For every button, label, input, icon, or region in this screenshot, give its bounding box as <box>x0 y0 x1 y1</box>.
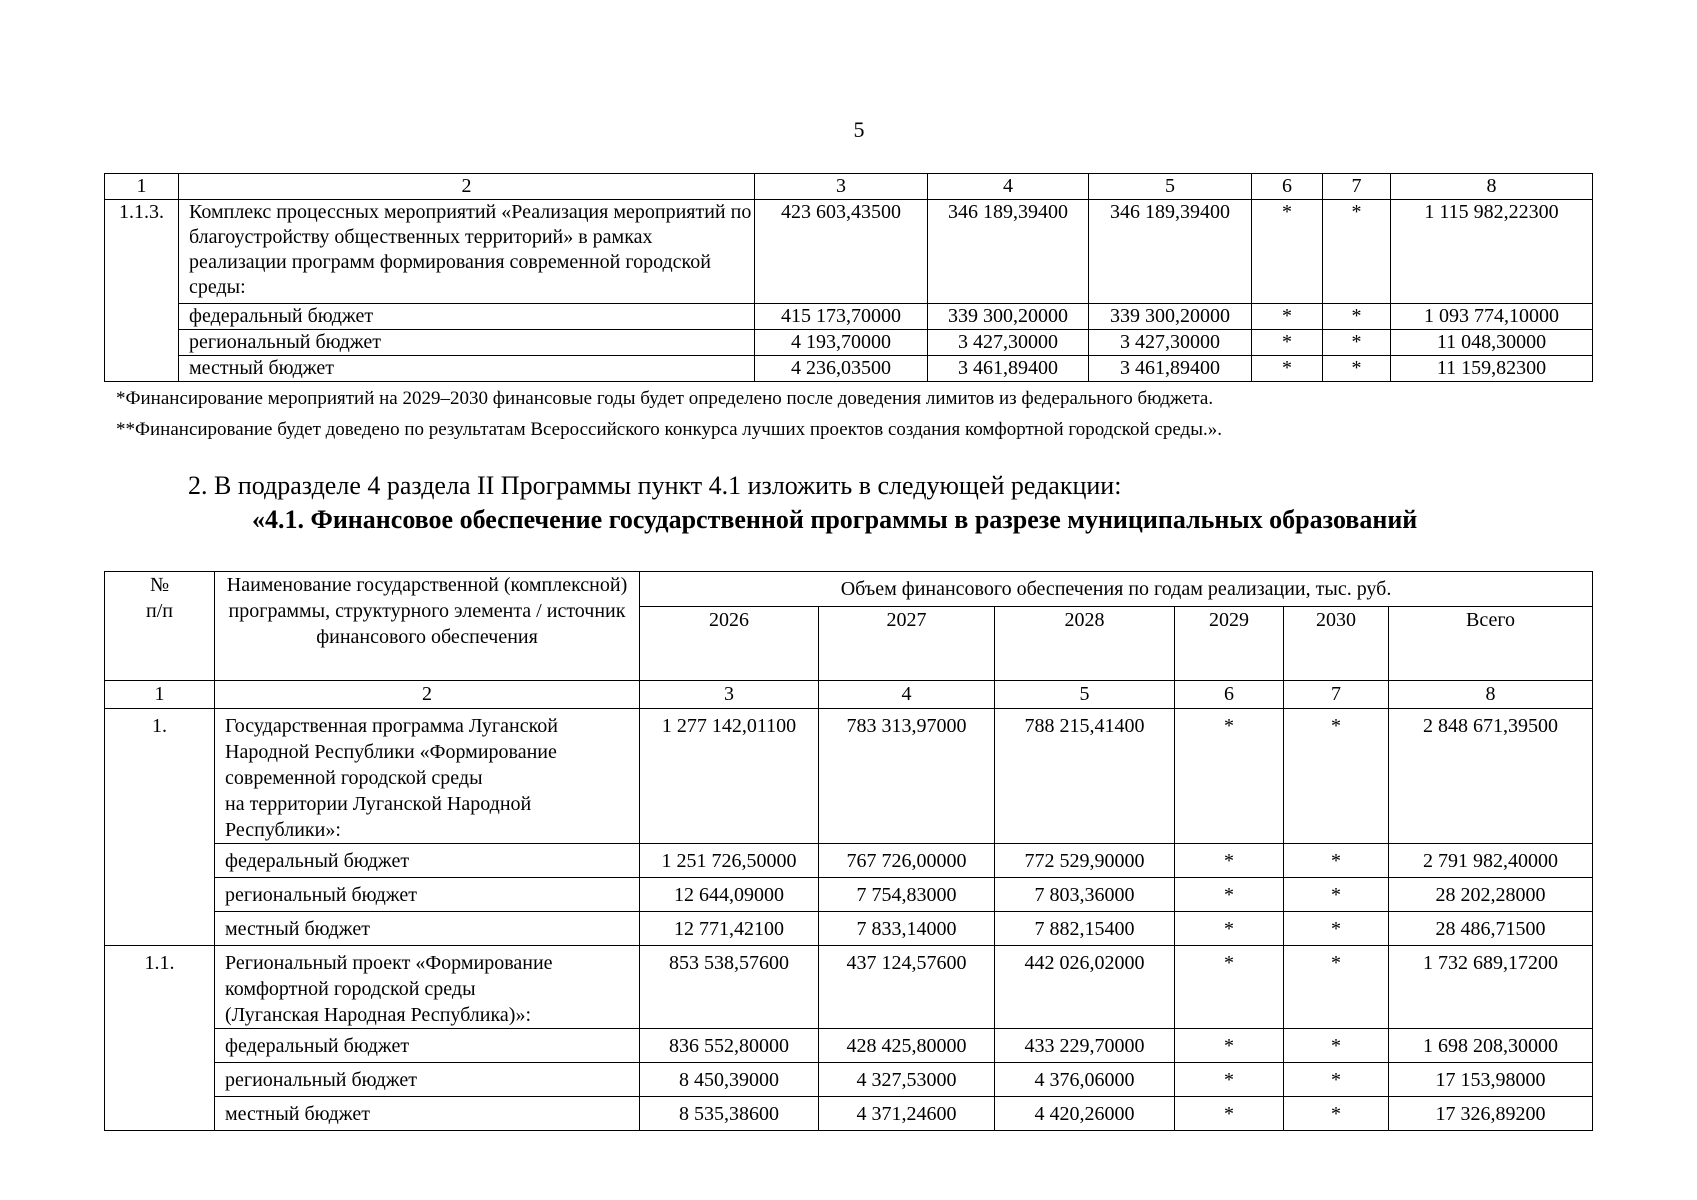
header-year: 2029 <box>1175 607 1284 681</box>
table-row <box>105 200 1593 304</box>
value-cell: 3 461,89400 <box>928 356 1089 382</box>
value-cell: * <box>1284 1063 1389 1097</box>
value-cell: 339 300,20000 <box>928 304 1089 330</box>
table-header-row <box>105 572 1593 607</box>
footnote: *Финансирование мероприятий на 2029–2030 финансовые годы будет определено после доведения лимитов из федерального бюджета. <box>116 388 1214 409</box>
value-cell: 428 425,80000 <box>819 1029 995 1063</box>
column-number: 7 <box>1323 174 1391 200</box>
row-label: Комплекс процессных мероприятий «Реализация мероприятий по благоустройству общественных территорий» в рамках реализации программ формирования современной городской среды: <box>179 200 755 304</box>
table-row <box>105 844 1593 878</box>
table-row <box>105 330 1593 356</box>
value-cell: * <box>1284 912 1389 946</box>
column-number: 6 <box>1175 681 1284 709</box>
value-cell: 3 427,30000 <box>928 330 1089 356</box>
value-cell: 3 427,30000 <box>1089 330 1252 356</box>
column-number: 1 <box>105 681 215 709</box>
table-row <box>105 356 1593 382</box>
value-cell: 8 535,38600 <box>640 1097 819 1131</box>
table-row <box>105 709 1593 844</box>
value-cell: * <box>1323 200 1391 304</box>
header-year: 2026 <box>640 607 819 681</box>
header-year: 2028 <box>995 607 1175 681</box>
value-cell: 4 371,24600 <box>819 1097 995 1131</box>
value-cell: * <box>1284 878 1389 912</box>
value-cell: 11 159,82300 <box>1391 356 1593 382</box>
section-heading: «4.1. Финансовое обеспечение государственной программы в разрезе муниципальных образований <box>252 505 1418 534</box>
value-cell: 7 754,83000 <box>819 878 995 912</box>
value-cell: * <box>1284 946 1389 1029</box>
value-cell: * <box>1175 1097 1284 1131</box>
table-row <box>105 946 1593 1029</box>
row-label: региональный бюджет <box>179 330 755 356</box>
table-row <box>105 1063 1593 1097</box>
column-number: 2 <box>215 681 640 709</box>
row-label: Региональный проект «Формирование комфортной городской среды (Луганская Народная Республика)»: <box>215 946 640 1029</box>
value-cell: 433 229,70000 <box>995 1029 1175 1063</box>
value-cell: 8 450,39000 <box>640 1063 819 1097</box>
value-cell: 17 326,89200 <box>1389 1097 1593 1131</box>
header-number: № п/п <box>105 572 215 681</box>
value-cell: * <box>1175 1029 1284 1063</box>
value-cell: 442 026,02000 <box>995 946 1175 1029</box>
table-row <box>105 304 1593 330</box>
value-cell: 767 726,00000 <box>819 844 995 878</box>
value-cell: 853 538,57600 <box>640 946 819 1029</box>
column-number: 3 <box>755 174 928 200</box>
value-cell: 4 420,26000 <box>995 1097 1175 1131</box>
row-label: региональный бюджет <box>215 878 640 912</box>
row-label: местный бюджет <box>215 1097 640 1131</box>
value-cell: * <box>1252 304 1323 330</box>
value-cell: 437 124,57600 <box>819 946 995 1029</box>
header-year: 2027 <box>819 607 995 681</box>
column-number: 8 <box>1389 681 1593 709</box>
footnote: **Финансирование будет доведено по результатам Всероссийского конкурса лучших проектов создания комфортной городской среды.». <box>116 419 1222 440</box>
row-label: федеральный бюджет <box>215 844 640 878</box>
value-cell: 772 529,90000 <box>995 844 1175 878</box>
value-cell: 12 644,09000 <box>640 878 819 912</box>
value-cell: 836 552,80000 <box>640 1029 819 1063</box>
value-cell: 3 461,89400 <box>1089 356 1252 382</box>
value-cell: * <box>1175 878 1284 912</box>
value-cell: 339 300,20000 <box>1089 304 1252 330</box>
value-cell: 1 093 774,10000 <box>1391 304 1593 330</box>
column-number: 4 <box>819 681 995 709</box>
value-cell: 1 115 982,22300 <box>1391 200 1593 304</box>
value-cell: 346 189,39400 <box>1089 200 1252 304</box>
value-cell: 783 313,97000 <box>819 709 995 844</box>
value-cell: * <box>1175 946 1284 1029</box>
header-name: Наименование государственной (комплексной) программы, структурного элемента / источник финансового обеспечения <box>215 572 640 681</box>
value-cell: 7 882,15400 <box>995 912 1175 946</box>
value-cell: * <box>1284 1029 1389 1063</box>
value-cell: 346 189,39400 <box>928 200 1089 304</box>
row-label: местный бюджет <box>179 356 755 382</box>
row-label: федеральный бюджет <box>179 304 755 330</box>
column-number: 5 <box>995 681 1175 709</box>
value-cell: 788 215,41400 <box>995 709 1175 844</box>
value-cell: * <box>1323 304 1391 330</box>
column-number: 4 <box>928 174 1089 200</box>
value-cell: * <box>1252 200 1323 304</box>
value-cell: 11 048,30000 <box>1391 330 1593 356</box>
value-cell: 2 791 982,40000 <box>1389 844 1593 878</box>
column-number: 6 <box>1252 174 1323 200</box>
page-number: 5 <box>853 117 865 142</box>
value-cell: * <box>1252 330 1323 356</box>
value-cell: * <box>1323 330 1391 356</box>
value-cell: * <box>1252 356 1323 382</box>
column-number: 3 <box>640 681 819 709</box>
table-row <box>105 912 1593 946</box>
value-cell: 1 277 142,01100 <box>640 709 819 844</box>
row-number: 1.1.3. <box>105 200 179 382</box>
funding-table-continued <box>104 173 1593 382</box>
header-volume: Объем финансового обеспечения по годам реализации, тыс. руб. <box>640 572 1593 607</box>
row-label: региональный бюджет <box>215 1063 640 1097</box>
value-cell: 7 803,36000 <box>995 878 1175 912</box>
value-cell: 28 486,71500 <box>1389 912 1593 946</box>
table-row <box>105 1029 1593 1063</box>
value-cell: 415 173,70000 <box>755 304 928 330</box>
header-total: Всего <box>1389 607 1593 681</box>
value-cell: * <box>1284 1097 1389 1131</box>
value-cell: 28 202,28000 <box>1389 878 1593 912</box>
row-number: 1.1. <box>105 946 215 1131</box>
table-row <box>105 878 1593 912</box>
value-cell: 4 193,70000 <box>755 330 928 356</box>
value-cell: 1 251 726,50000 <box>640 844 819 878</box>
row-label: федеральный бюджет <box>215 1029 640 1063</box>
value-cell: 4 327,53000 <box>819 1063 995 1097</box>
value-cell: * <box>1175 912 1284 946</box>
value-cell: 1 698 208,30000 <box>1389 1029 1593 1063</box>
column-number-row <box>105 174 1593 200</box>
value-cell: 17 153,98000 <box>1389 1063 1593 1097</box>
value-cell: 2 848 671,39500 <box>1389 709 1593 844</box>
column-number: 1 <box>105 174 179 200</box>
value-cell: 12 771,42100 <box>640 912 819 946</box>
column-number: 7 <box>1284 681 1389 709</box>
value-cell: 4 236,03500 <box>755 356 928 382</box>
value-cell: 1 732 689,17200 <box>1389 946 1593 1029</box>
table-row <box>105 1097 1593 1131</box>
value-cell: * <box>1175 709 1284 844</box>
row-number: 1. <box>105 709 215 946</box>
column-number-row <box>105 681 1593 709</box>
row-label: Государственная программа Луганской Народной Республики «Формирование современной городской среды на территории Луганской Народной Республики»: <box>215 709 640 844</box>
column-number: 5 <box>1089 174 1252 200</box>
value-cell: * <box>1284 844 1389 878</box>
value-cell: * <box>1284 709 1389 844</box>
column-number: 2 <box>179 174 755 200</box>
value-cell: * <box>1323 356 1391 382</box>
value-cell: * <box>1175 1063 1284 1097</box>
amendment-paragraph: 2. В подразделе 4 раздела II Программы пункт 4.1 изложить в следующей редакции: <box>188 471 1122 500</box>
value-cell: * <box>1175 844 1284 878</box>
municipal-funding-table <box>104 571 1593 1131</box>
value-cell: 4 376,06000 <box>995 1063 1175 1097</box>
column-number: 8 <box>1391 174 1593 200</box>
value-cell: 7 833,14000 <box>819 912 995 946</box>
row-label: местный бюджет <box>215 912 640 946</box>
value-cell: 423 603,43500 <box>755 200 928 304</box>
header-year: 2030 <box>1284 607 1389 681</box>
